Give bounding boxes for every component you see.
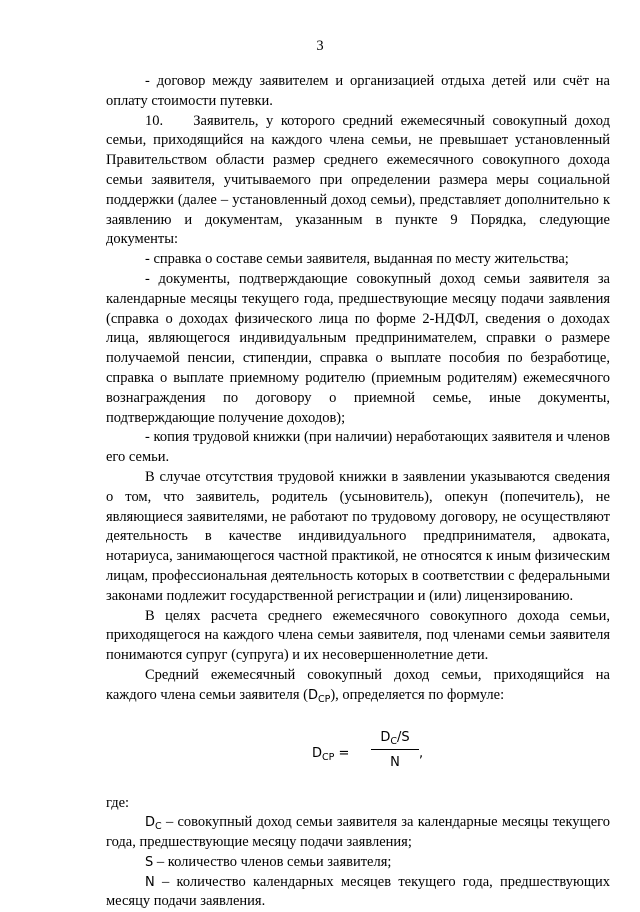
paragraph-no-work-book: В случае отсутствия трудовой книжки в заявлении указываются сведения о том, что заявитель, родитель (усыновитель), опекун (попечитель), не являющиеся заявителями, не работают по трудовому договору, не осуществляют деятельность в качестве индивидуального предпринимателя, адвоката, нотариуса, занимающегося частной практикой, не относятся к иным физическим лицам, профессиональная деятельность которых в соответствии с федеральными законами подлежит государственной регистрации и (или) лицензированию. (106, 468, 610, 604)
paragraph-formula-intro (106, 666, 610, 706)
paragraph-income-documents: - документы, подтверждающие совокупный доход семьи заявителя за календарные месяцы текущего года, предшествующие месяцу подачи заявления (справка о доходах физического лица по форме 2-НДФЛ, сведения о доходах лица, являющегося индивидуальным предпринимателем, справки о размере получаемой пенсии, стипендии, справка о выплате пособия по безработице, справка о выплате приемному родителю (приемным родителям) ежемесячного вознаграждения по договору о приемной семье, иные документы, подтверждающие получение доходов); (106, 270, 610, 426)
formula-intro-after: ), определяется по формуле: (330, 686, 505, 703)
paragraph-work-book-copy: - копия трудовой книжки (при наличии) неработающих заявителя и членов его семьи. (106, 429, 610, 466)
where-label: где: (106, 794, 130, 811)
formula-fraction (371, 728, 419, 774)
formula-lhs: $D_{CP}$ = (312, 745, 350, 763)
formula-comma: , (419, 745, 424, 761)
formula-numerator: $D_C/S$ (371, 728, 419, 751)
formula (106, 728, 610, 776)
page-number: 3 (316, 38, 324, 54)
definition-s: S – количество членов семьи заявителя; (145, 853, 392, 870)
formula-intro-symbol: $D_{CP}$ (307, 687, 331, 705)
definition-n: N – количество календарных месяцев текущего года, предшествующих месяцу подачи заявления. (106, 873, 610, 910)
definition-dc: $D_C$ – совокупный доход семьи заявителя за календарные месяцы текущего года, предшествующие месяцу подачи заявления; (106, 814, 610, 851)
paragraph-contract: - договор между заявителем и организацией отдыха детей или счёт на оплату стоимости путевки. (106, 73, 610, 109)
formula-intro-text: Средний ежемесячный совокупный доход семьи, приходящийся на каждого члена семьи заявителя ( (106, 666, 610, 703)
document-body (106, 72, 610, 912)
formula-denominator: N (390, 755, 400, 771)
paragraph-item-10: 10. Заявитель, у которого средний ежемесячный совокупный доход семьи, приходящийся на каждого члена семьи, не превышает установленный Правительством области размер среднего ежемесячного совокупного дохода семьи заявителя, учитываемого при определении размера меры социальной поддержки (далее – установленный доход семьи), представляет дополнительно к заявлению и документам, указанным в пункте 9 Порядка, следующие документы: (106, 112, 610, 248)
paragraph-family-members: В целях расчета среднего ежемесячного совокупного дохода семьи, приходящегося на каждого члена семьи заявителя, под членами семьи заявителя понимаются супруг (супруга) и их несовершеннолетние дети. (106, 607, 610, 664)
paragraph-family-certificate: - справка о составе семьи заявителя, выданная по месту жительства; (145, 251, 569, 268)
